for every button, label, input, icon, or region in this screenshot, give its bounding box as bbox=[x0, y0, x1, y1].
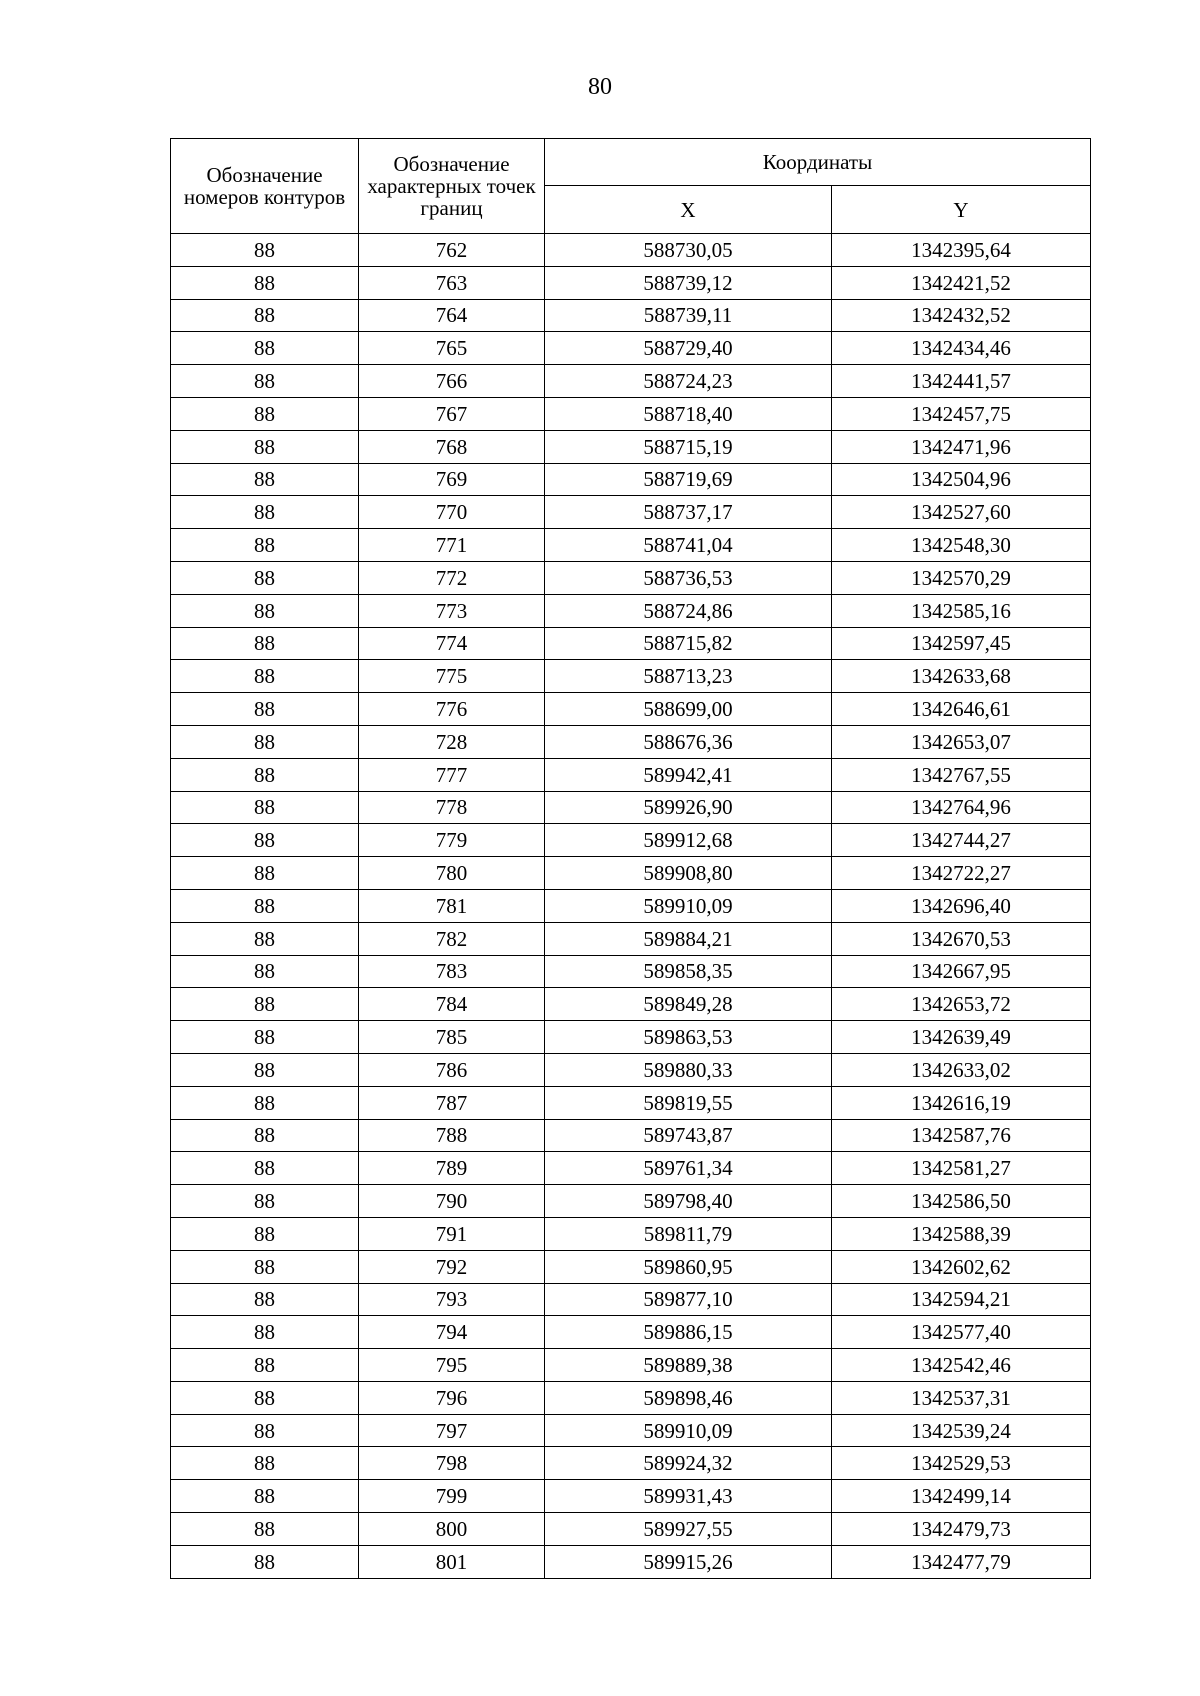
cell-contour-number: 88 bbox=[171, 725, 359, 758]
table-row bbox=[171, 1250, 1091, 1283]
table-row bbox=[171, 660, 1091, 693]
cell-contour-number: 88 bbox=[171, 1217, 359, 1250]
cell-y: 1342542,46 bbox=[832, 1349, 1091, 1382]
cell-y: 1342744,27 bbox=[832, 824, 1091, 857]
header-y: Y bbox=[832, 186, 1091, 234]
cell-x: 589886,15 bbox=[545, 1316, 832, 1349]
cell-contour-number: 88 bbox=[171, 758, 359, 791]
cell-point-number: 793 bbox=[359, 1283, 545, 1316]
cell-contour-number: 88 bbox=[171, 660, 359, 693]
cell-x: 589877,10 bbox=[545, 1283, 832, 1316]
cell-point-number: 788 bbox=[359, 1119, 545, 1152]
cell-x: 588699,00 bbox=[545, 693, 832, 726]
cell-point-number: 784 bbox=[359, 988, 545, 1021]
cell-point-number: 801 bbox=[359, 1545, 545, 1578]
table-row bbox=[171, 1513, 1091, 1546]
cell-point-number: 767 bbox=[359, 397, 545, 430]
cell-point-number: 728 bbox=[359, 725, 545, 758]
table-row bbox=[171, 365, 1091, 398]
table-row bbox=[171, 1021, 1091, 1054]
cell-x: 588729,40 bbox=[545, 332, 832, 365]
cell-contour-number: 88 bbox=[171, 627, 359, 660]
cell-y: 1342764,96 bbox=[832, 791, 1091, 824]
table-row bbox=[171, 1414, 1091, 1447]
cell-y: 1342667,95 bbox=[832, 955, 1091, 988]
cell-y: 1342457,75 bbox=[832, 397, 1091, 430]
table-row bbox=[171, 857, 1091, 890]
cell-x: 589898,46 bbox=[545, 1381, 832, 1414]
table-row bbox=[171, 430, 1091, 463]
cell-contour-number: 88 bbox=[171, 1086, 359, 1119]
cell-x: 589924,32 bbox=[545, 1447, 832, 1480]
cell-contour-number: 88 bbox=[171, 1053, 359, 1086]
cell-y: 1342570,29 bbox=[832, 561, 1091, 594]
cell-x: 588741,04 bbox=[545, 529, 832, 562]
cell-y: 1342767,55 bbox=[832, 758, 1091, 791]
cell-point-number: 797 bbox=[359, 1414, 545, 1447]
cell-point-number: 765 bbox=[359, 332, 545, 365]
cell-x: 589880,33 bbox=[545, 1053, 832, 1086]
table-row bbox=[171, 1053, 1091, 1086]
table-row bbox=[171, 1349, 1091, 1382]
cell-y: 1342395,64 bbox=[832, 234, 1091, 267]
cell-x: 589915,26 bbox=[545, 1545, 832, 1578]
cell-y: 1342539,24 bbox=[832, 1414, 1091, 1447]
cell-point-number: 776 bbox=[359, 693, 545, 726]
table-row bbox=[171, 299, 1091, 332]
cell-y: 1342434,46 bbox=[832, 332, 1091, 365]
table-row bbox=[171, 234, 1091, 267]
cell-x: 589863,53 bbox=[545, 1021, 832, 1054]
cell-contour-number: 88 bbox=[171, 988, 359, 1021]
cell-x: 589910,09 bbox=[545, 889, 832, 922]
cell-contour-number: 88 bbox=[171, 889, 359, 922]
cell-y: 1342479,73 bbox=[832, 1513, 1091, 1546]
cell-point-number: 800 bbox=[359, 1513, 545, 1546]
cell-x: 589811,79 bbox=[545, 1217, 832, 1250]
cell-y: 1342441,57 bbox=[832, 365, 1091, 398]
table-row bbox=[171, 529, 1091, 562]
cell-x: 589860,95 bbox=[545, 1250, 832, 1283]
cell-x: 589889,38 bbox=[545, 1349, 832, 1382]
cell-contour-number: 88 bbox=[171, 1021, 359, 1054]
cell-y: 1342548,30 bbox=[832, 529, 1091, 562]
cell-y: 1342537,31 bbox=[832, 1381, 1091, 1414]
cell-x: 589798,40 bbox=[545, 1185, 832, 1218]
header-coordinates: Координаты bbox=[545, 139, 1091, 186]
cell-point-number: 773 bbox=[359, 594, 545, 627]
cell-y: 1342597,45 bbox=[832, 627, 1091, 660]
cell-point-number: 795 bbox=[359, 1349, 545, 1382]
cell-point-number: 772 bbox=[359, 561, 545, 594]
table-row bbox=[171, 266, 1091, 299]
cell-contour-number: 88 bbox=[171, 397, 359, 430]
cell-point-number: 782 bbox=[359, 922, 545, 955]
cell-point-number: 789 bbox=[359, 1152, 545, 1185]
cell-contour-number: 88 bbox=[171, 922, 359, 955]
cell-contour-number: 88 bbox=[171, 496, 359, 529]
cell-point-number: 781 bbox=[359, 889, 545, 922]
table-row bbox=[171, 1119, 1091, 1152]
cell-x: 588724,86 bbox=[545, 594, 832, 627]
cell-y: 1342586,50 bbox=[832, 1185, 1091, 1218]
cell-y: 1342585,16 bbox=[832, 594, 1091, 627]
cell-y: 1342670,53 bbox=[832, 922, 1091, 955]
cell-contour-number: 88 bbox=[171, 693, 359, 726]
table-row bbox=[171, 397, 1091, 430]
table-row bbox=[171, 594, 1091, 627]
table-body bbox=[171, 234, 1091, 1579]
header-x: X bbox=[545, 186, 832, 234]
cell-y: 1342527,60 bbox=[832, 496, 1091, 529]
cell-x: 589743,87 bbox=[545, 1119, 832, 1152]
cell-contour-number: 88 bbox=[171, 594, 359, 627]
cell-point-number: 771 bbox=[359, 529, 545, 562]
cell-y: 1342639,49 bbox=[832, 1021, 1091, 1054]
cell-contour-number: 88 bbox=[171, 266, 359, 299]
cell-contour-number: 88 bbox=[171, 1283, 359, 1316]
cell-point-number: 770 bbox=[359, 496, 545, 529]
cell-contour-number: 88 bbox=[171, 1545, 359, 1578]
cell-y: 1342653,07 bbox=[832, 725, 1091, 758]
cell-contour-number: 88 bbox=[171, 1480, 359, 1513]
cell-point-number: 774 bbox=[359, 627, 545, 660]
table-row bbox=[171, 1283, 1091, 1316]
cell-x: 588715,19 bbox=[545, 430, 832, 463]
cell-y: 1342722,27 bbox=[832, 857, 1091, 890]
table-row bbox=[171, 693, 1091, 726]
cell-y: 1342616,19 bbox=[832, 1086, 1091, 1119]
table-row bbox=[171, 758, 1091, 791]
table-row bbox=[171, 496, 1091, 529]
cell-y: 1342421,52 bbox=[832, 266, 1091, 299]
cell-x: 589858,35 bbox=[545, 955, 832, 988]
cell-point-number: 794 bbox=[359, 1316, 545, 1349]
cell-contour-number: 88 bbox=[171, 332, 359, 365]
cell-y: 1342529,53 bbox=[832, 1447, 1091, 1480]
cell-x: 588724,23 bbox=[545, 365, 832, 398]
table-row bbox=[171, 1217, 1091, 1250]
cell-contour-number: 88 bbox=[171, 561, 359, 594]
cell-point-number: 762 bbox=[359, 234, 545, 267]
cell-point-number: 785 bbox=[359, 1021, 545, 1054]
cell-x: 588737,17 bbox=[545, 496, 832, 529]
cell-point-number: 787 bbox=[359, 1086, 545, 1119]
cell-point-number: 799 bbox=[359, 1480, 545, 1513]
cell-y: 1342594,21 bbox=[832, 1283, 1091, 1316]
cell-x: 589761,34 bbox=[545, 1152, 832, 1185]
cell-x: 589912,68 bbox=[545, 824, 832, 857]
header-point-number: Обозначение характерных точек границ bbox=[359, 139, 545, 234]
cell-y: 1342602,62 bbox=[832, 1250, 1091, 1283]
page-number: 80 bbox=[588, 74, 612, 100]
cell-x: 589849,28 bbox=[545, 988, 832, 1021]
cell-y: 1342587,76 bbox=[832, 1119, 1091, 1152]
table-row bbox=[171, 988, 1091, 1021]
cell-point-number: 783 bbox=[359, 955, 545, 988]
cell-y: 1342581,27 bbox=[832, 1152, 1091, 1185]
cell-x: 589942,41 bbox=[545, 758, 832, 791]
table-row bbox=[171, 1086, 1091, 1119]
header-contour-number: Обозначение номеров контуров bbox=[171, 139, 359, 234]
cell-contour-number: 88 bbox=[171, 1381, 359, 1414]
cell-x: 588718,40 bbox=[545, 397, 832, 430]
cell-contour-number: 88 bbox=[171, 1152, 359, 1185]
cell-contour-number: 88 bbox=[171, 299, 359, 332]
cell-y: 1342633,68 bbox=[832, 660, 1091, 693]
cell-contour-number: 88 bbox=[171, 857, 359, 890]
cell-contour-number: 88 bbox=[171, 365, 359, 398]
cell-x: 589819,55 bbox=[545, 1086, 832, 1119]
table-row bbox=[171, 1316, 1091, 1349]
cell-point-number: 764 bbox=[359, 299, 545, 332]
cell-contour-number: 88 bbox=[171, 1513, 359, 1546]
cell-contour-number: 88 bbox=[171, 1349, 359, 1382]
cell-point-number: 778 bbox=[359, 791, 545, 824]
cell-x: 588713,23 bbox=[545, 660, 832, 693]
cell-contour-number: 88 bbox=[171, 463, 359, 496]
cell-point-number: 775 bbox=[359, 660, 545, 693]
table-row bbox=[171, 1545, 1091, 1578]
cell-point-number: 796 bbox=[359, 1381, 545, 1414]
cell-point-number: 769 bbox=[359, 463, 545, 496]
cell-x: 588739,12 bbox=[545, 266, 832, 299]
table-row bbox=[171, 463, 1091, 496]
cell-contour-number: 88 bbox=[171, 955, 359, 988]
cell-x: 589931,43 bbox=[545, 1480, 832, 1513]
cell-x: 588736,53 bbox=[545, 561, 832, 594]
cell-contour-number: 88 bbox=[171, 529, 359, 562]
cell-point-number: 779 bbox=[359, 824, 545, 857]
cell-contour-number: 88 bbox=[171, 430, 359, 463]
cell-x: 588715,82 bbox=[545, 627, 832, 660]
cell-x: 589910,09 bbox=[545, 1414, 832, 1447]
cell-point-number: 780 bbox=[359, 857, 545, 890]
table-header bbox=[171, 139, 1091, 234]
cell-y: 1342646,61 bbox=[832, 693, 1091, 726]
cell-point-number: 792 bbox=[359, 1250, 545, 1283]
cell-point-number: 786 bbox=[359, 1053, 545, 1086]
cell-x: 589908,80 bbox=[545, 857, 832, 890]
cell-y: 1342633,02 bbox=[832, 1053, 1091, 1086]
cell-y: 1342577,40 bbox=[832, 1316, 1091, 1349]
cell-y: 1342432,52 bbox=[832, 299, 1091, 332]
coordinates-table bbox=[170, 138, 1091, 1579]
table-row bbox=[171, 1447, 1091, 1480]
table-row bbox=[171, 1381, 1091, 1414]
cell-point-number: 763 bbox=[359, 266, 545, 299]
cell-y: 1342588,39 bbox=[832, 1217, 1091, 1250]
cell-y: 1342477,79 bbox=[832, 1545, 1091, 1578]
cell-contour-number: 88 bbox=[171, 1447, 359, 1480]
cell-contour-number: 88 bbox=[171, 234, 359, 267]
cell-point-number: 768 bbox=[359, 430, 545, 463]
table-row bbox=[171, 1152, 1091, 1185]
cell-contour-number: 88 bbox=[171, 1414, 359, 1447]
cell-contour-number: 88 bbox=[171, 824, 359, 857]
table-row bbox=[171, 561, 1091, 594]
table-row bbox=[171, 1185, 1091, 1218]
table-row bbox=[171, 889, 1091, 922]
cell-point-number: 790 bbox=[359, 1185, 545, 1218]
cell-contour-number: 88 bbox=[171, 1316, 359, 1349]
cell-x: 588676,36 bbox=[545, 725, 832, 758]
cell-contour-number: 88 bbox=[171, 1185, 359, 1218]
cell-x: 589926,90 bbox=[545, 791, 832, 824]
table-row bbox=[171, 332, 1091, 365]
cell-contour-number: 88 bbox=[171, 1250, 359, 1283]
cell-y: 1342696,40 bbox=[832, 889, 1091, 922]
table-row bbox=[171, 1480, 1091, 1513]
cell-x: 589927,55 bbox=[545, 1513, 832, 1546]
cell-contour-number: 88 bbox=[171, 1119, 359, 1152]
cell-x: 588730,05 bbox=[545, 234, 832, 267]
cell-contour-number: 88 bbox=[171, 791, 359, 824]
cell-point-number: 777 bbox=[359, 758, 545, 791]
cell-x: 588719,69 bbox=[545, 463, 832, 496]
cell-y: 1342653,72 bbox=[832, 988, 1091, 1021]
cell-point-number: 766 bbox=[359, 365, 545, 398]
table-row bbox=[171, 922, 1091, 955]
cell-point-number: 791 bbox=[359, 1217, 545, 1250]
cell-x: 588739,11 bbox=[545, 299, 832, 332]
cell-y: 1342471,96 bbox=[832, 430, 1091, 463]
table-row bbox=[171, 627, 1091, 660]
table-row bbox=[171, 955, 1091, 988]
cell-x: 589884,21 bbox=[545, 922, 832, 955]
table-row bbox=[171, 824, 1091, 857]
table-row bbox=[171, 725, 1091, 758]
cell-point-number: 798 bbox=[359, 1447, 545, 1480]
table-row bbox=[171, 791, 1091, 824]
cell-y: 1342504,96 bbox=[832, 463, 1091, 496]
cell-y: 1342499,14 bbox=[832, 1480, 1091, 1513]
